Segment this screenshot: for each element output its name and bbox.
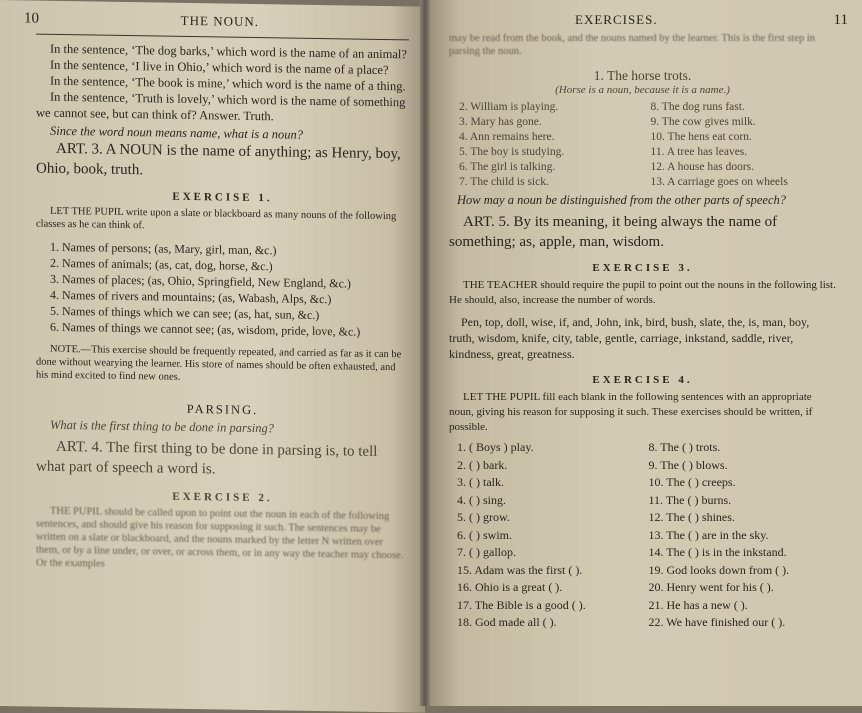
list-item: 1. ( Boys ) play. bbox=[457, 440, 534, 454]
list-item: 10. The hens eat corn. bbox=[650, 131, 752, 143]
list-item: 13. A carriage goes on wheels bbox=[650, 176, 788, 188]
noun-question: Since the word noun means name, what is a noun? bbox=[50, 123, 303, 142]
example-sentence: 1. The horse trots. bbox=[593, 68, 692, 83]
list-item: 12. The ( ) shines. bbox=[648, 510, 735, 524]
list-item: 10. The ( ) creeps. bbox=[648, 475, 736, 489]
list-item: 22. We have finished our ( ). bbox=[648, 615, 786, 629]
list-item: 6. Names of things we cannot see; (as, wisdom, pride, love, &c.) bbox=[50, 319, 361, 339]
right-page bbox=[425, 0, 862, 706]
sentences-column-right bbox=[651, 100, 837, 190]
list-item: 11. A tree has leaves. bbox=[650, 146, 748, 158]
list-item: 7. The child is sick. bbox=[459, 176, 549, 188]
parsing-question: What is the first thing to be done in parsing? bbox=[50, 417, 274, 436]
sentence-list bbox=[449, 100, 836, 190]
article-5: ART. 5. By its meaning, it being always the name of something; as, apple, man, wisdom. bbox=[449, 214, 778, 250]
list-item: 3. Names of places; (as, Ohio, Springfield, New England, &c.) bbox=[50, 271, 351, 291]
parsing-title: PARSING. bbox=[186, 401, 259, 418]
page-number: 10 bbox=[24, 10, 39, 27]
page-number: 11 bbox=[833, 12, 848, 28]
running-title: EXERCISES. bbox=[575, 12, 658, 27]
article-4: ART. 4. The first thing to be done in parsing is, to tell what part of speech a word is. bbox=[36, 438, 378, 478]
list-item: 6. ( ) swim. bbox=[457, 527, 512, 542]
list-item: 2. William is playing. bbox=[459, 101, 559, 113]
list-item: 6. The girl is talking. bbox=[459, 161, 556, 173]
distinguish-question: How may a noun be distinguished from the other parts of speech? bbox=[457, 193, 787, 207]
list-item: 15. Adam was the first ( ). bbox=[457, 562, 583, 577]
right-page-header bbox=[575, 12, 848, 29]
example-reason: (Horse is a noun, because it is a name.) bbox=[555, 84, 730, 96]
list-item: 19. God looks down from ( ). bbox=[648, 562, 790, 577]
list-item: 4. Names of rivers and mountains; (as, Wabash, Alps, &c.) bbox=[50, 287, 332, 307]
list-item: 2. ( ) bark. bbox=[457, 457, 508, 472]
list-item: 2. Names of animals; (as, cat, dog, horse, &c.) bbox=[50, 255, 273, 274]
sentences-column-left bbox=[459, 100, 645, 190]
list-item: 16. Ohio is a great ( ). bbox=[457, 580, 563, 594]
exercise-3-title: EXERCISE 3. bbox=[592, 262, 693, 274]
list-item: 8. The ( ) trots. bbox=[648, 440, 721, 454]
question-4: In the sentence, ‘Truth is lovely,’ which word is the name of something we cannot see, but can think of? Answer. Truth. bbox=[36, 89, 406, 124]
list-item: 1. Names of persons; (as, Mary, girl, man, &c.) bbox=[50, 239, 277, 258]
list-item: 14. The ( ) is in the inkstand. bbox=[648, 545, 787, 559]
exercise-2-intro: THE PUPIL should be called upon to point out the noun in each of the following sentences, and should give his reason for supposing it such. The sentences may be written on a slate or blackboard, and the nouns marked by the letter N written over them, or by a line under, or over, or across them, or in any way the teacher may choose. Or the examples bbox=[36, 505, 404, 570]
exercise-2-title: EXERCISE 2. bbox=[172, 490, 273, 505]
list-item: 17. The Bible is a good ( ). bbox=[457, 597, 586, 612]
running-title: THE NOUN. bbox=[180, 12, 259, 30]
question-1: In the sentence, ‘The dog barks,’ which word is the name of an animal? bbox=[50, 41, 407, 62]
list-item: 3. ( ) talk. bbox=[457, 475, 504, 489]
exercise-4-title: EXERCISE 4. bbox=[592, 374, 693, 386]
question-2: In the sentence, ‘I live in Ohio,’ which word is the name of a place? bbox=[50, 57, 389, 78]
question-3: In the sentence, ‘The book is mine,’ which word is the name of a thing. bbox=[50, 73, 406, 94]
exercise-3-words: Pen, top, doll, wise, if, and, John, ink, bird, bush, slate, the, is, man, boy, truth, wisdom, knife, city, table, gentle, carriage, inkstand, saddle, river, kindness, great, greatness. bbox=[449, 315, 810, 361]
list-item: 5. The boy is studying. bbox=[459, 146, 565, 158]
list-item: 9. The cow gives milk. bbox=[650, 116, 756, 128]
list-item: 21. He has a new ( ). bbox=[648, 597, 748, 612]
exercise-4-intro: LET THE PUPIL fill each blank in the following sentences with an appropriate noun, giving his reason for supposing it such. These exercises should be written, if possible. bbox=[449, 391, 813, 433]
list-item: 4. Ann remains here. bbox=[459, 131, 555, 143]
header-rule bbox=[36, 34, 409, 41]
book-spine bbox=[420, 0, 430, 706]
blanks-column-left bbox=[457, 439, 645, 632]
blanks-column-right bbox=[649, 439, 837, 632]
exercise-1-title: EXERCISE 1. bbox=[172, 190, 273, 205]
list-item: 13. The ( ) are in the sky. bbox=[648, 527, 769, 542]
note: NOTE.—This exercise should be frequently repeated, and carried as far as it can be done without wearying the learner. His store of names should be often exhausted, and his mind excited to find new ones. bbox=[36, 343, 402, 383]
exercise-3-intro: THE TEACHER should require the pupil to point out the nouns in the following list. He should, also, increase the number of words. bbox=[449, 279, 836, 306]
list-item: 5. ( ) grow. bbox=[457, 510, 510, 524]
list-item: 8. The dog runs fast. bbox=[650, 101, 745, 113]
list-item: 7. ( ) gallop. bbox=[457, 545, 516, 559]
list-item: 12. A house has doors. bbox=[650, 161, 754, 173]
list-item: 20. Henry went for his ( ). bbox=[648, 580, 774, 594]
list-item: 18. God made all ( ). bbox=[457, 615, 557, 629]
article-3: ART. 3. A NOUN is the name of anything; as Henry, boy, Ohio, book, truth. bbox=[36, 140, 401, 179]
list-item: 4. ( ) sing. bbox=[457, 492, 506, 507]
left-page bbox=[0, 0, 425, 713]
left-page-header bbox=[24, 10, 409, 33]
list-item: 9. The ( ) blows. bbox=[648, 457, 728, 472]
list-item: 5. Names of things which we can see; (as, hat, sun, &c.) bbox=[50, 303, 320, 323]
exercise-1-list bbox=[36, 239, 409, 341]
exercise-1-intro: LET THE PUPIL write upon a slate or blackboard as many nouns of the following classes as he can think of. bbox=[36, 205, 397, 232]
blank-sentence-list bbox=[449, 439, 836, 632]
continuation-text: may be read from the book, and the nouns named by the learner. This is the first step in parsing the noun. bbox=[449, 33, 816, 57]
list-item: 11. The ( ) burns. bbox=[648, 492, 732, 507]
list-item: 3. Mary has gone. bbox=[459, 116, 542, 128]
